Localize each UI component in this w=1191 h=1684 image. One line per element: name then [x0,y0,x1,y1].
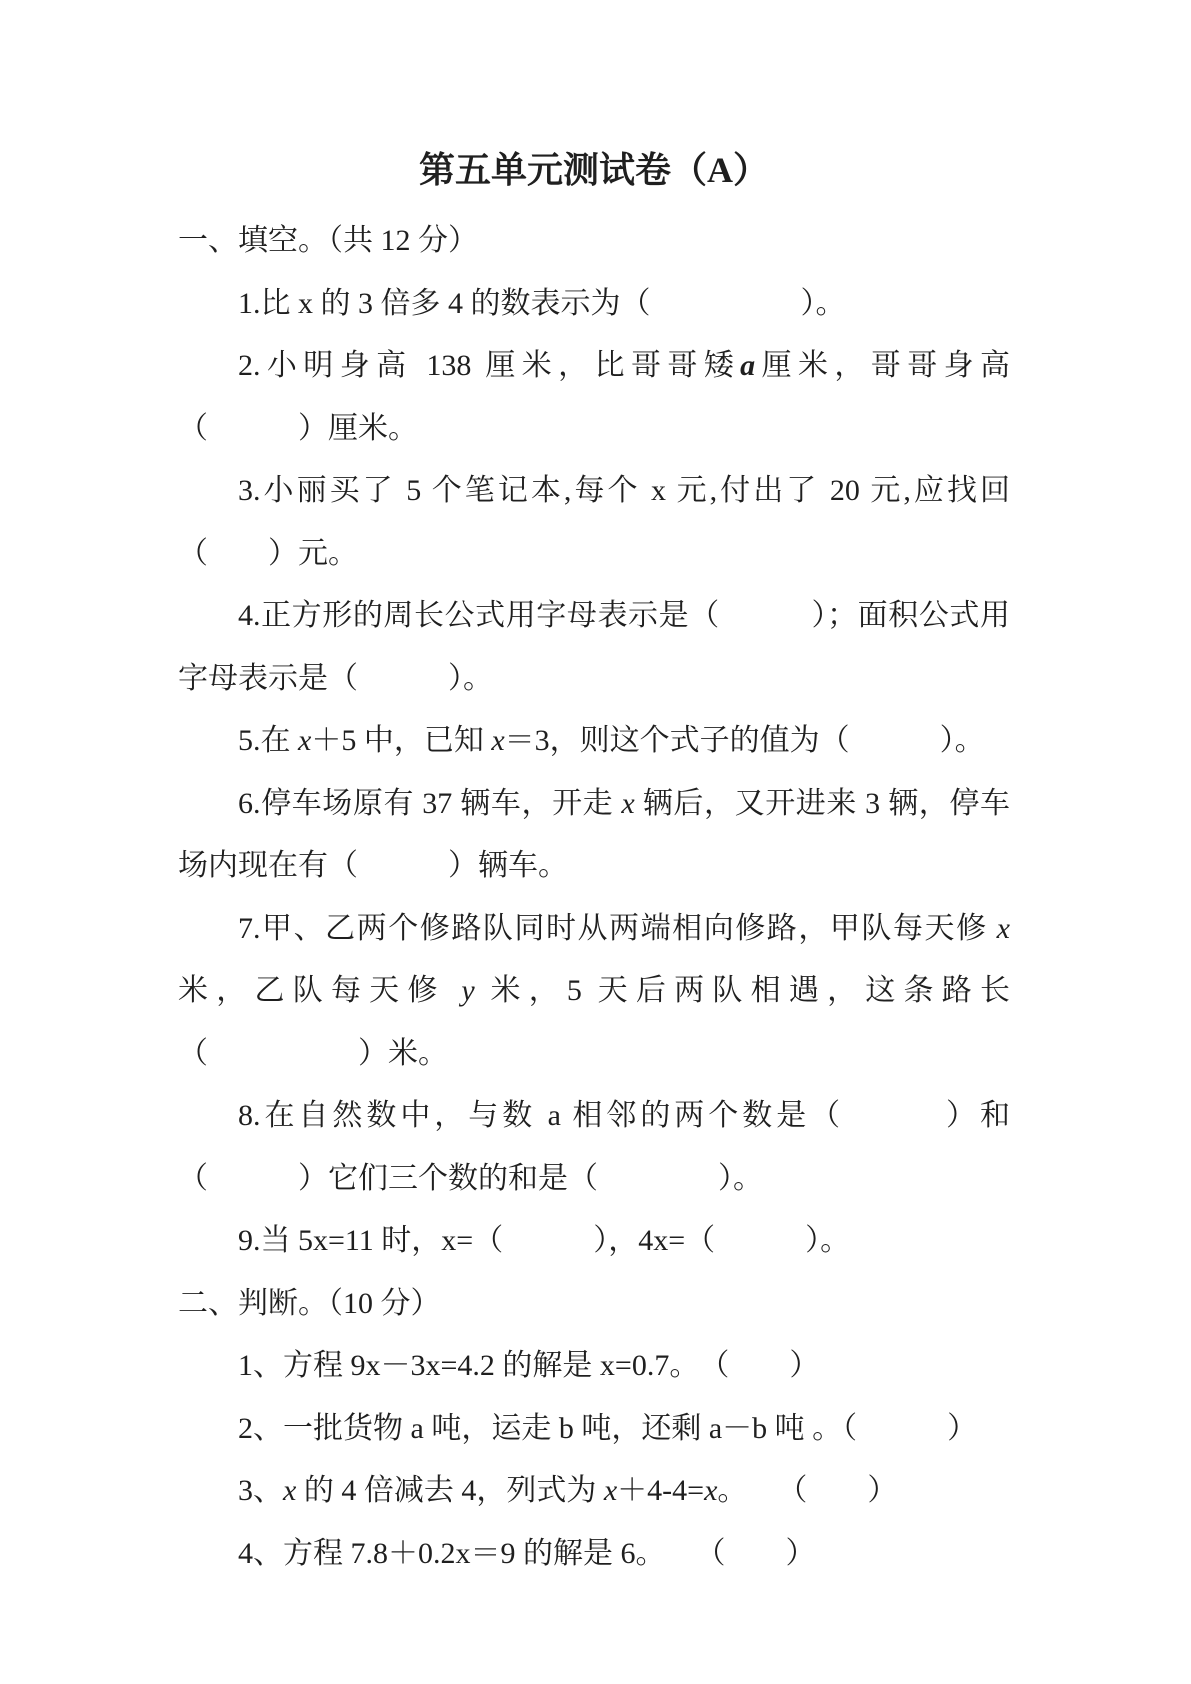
section-1-heading: 一、填空。（共 12 分） [178,224,478,257]
judge-question-4: 4、方程 7.8＋0.2x＝9 的解是 6。 （ ） [238,1536,816,1570]
fill-blank-question-2: 2.小明身高 138 厘米，比哥哥矮a厘米，哥哥身高（ ）厘米。 [178,349,1011,445]
fill-blank-question-6: 6.停车场原有 37 辆车，开走 x 辆后，又开进来 3 辆，停车场内现在有（ ）辆车。 [178,786,1011,882]
fill-blank-question-7: 7.甲、乙两个修路队同时从两端相向修路，甲队每天修 x 米，乙队每天修 y 米，5 天后两队相遇，这条路长（ ）米。 [178,911,1011,1070]
fill-blank-question-5: 5.在 x＋5 中，已知 x＝3，则这个式子的值为（ ）。 [238,724,985,757]
judge-question-2: 2、一批货物 a 吨，运走 b 吨，还剩 a－b 吨 。（ ） [238,1411,978,1445]
page-title: 第五单元测试卷（A） [419,150,769,190]
judge-question-3: 3、x 的 4 倍减去 4，列式为 x＋4-4=x。 （ ） [238,1474,898,1507]
section-fill-blanks [178,210,1010,1273]
fill-blank-question-8: 8.在自然数中，与数 a 相邻的两个数是（ ）和（ ）它们三个数的和是（ ）。 [178,1099,1010,1195]
fill-blank-question-3: 3.小丽买了 5 个笔记本,每个 x 元,付出了 20 元,应找回（ ）元。 [178,474,1010,570]
section-judge [178,1273,1010,1586]
judge-question-1: 1、方程 9x－3x=4.2 的解是 x=0.7。 （ ） [238,1349,820,1382]
fill-blank-question-1: 1.比 x 的 3 倍多 4 的数表示为（ ）。 [238,286,846,320]
section-2-heading: 二、判断。（10 分） [178,1286,441,1320]
fill-blank-question-9: 9.当 5x=11 时，x=（ ），4x=（ ）。 [238,1224,851,1257]
fill-blank-question-4: 4.正方形的周长公式用字母表示是（ ）；面积公式用字母表示是（ ）。 [178,599,1010,695]
